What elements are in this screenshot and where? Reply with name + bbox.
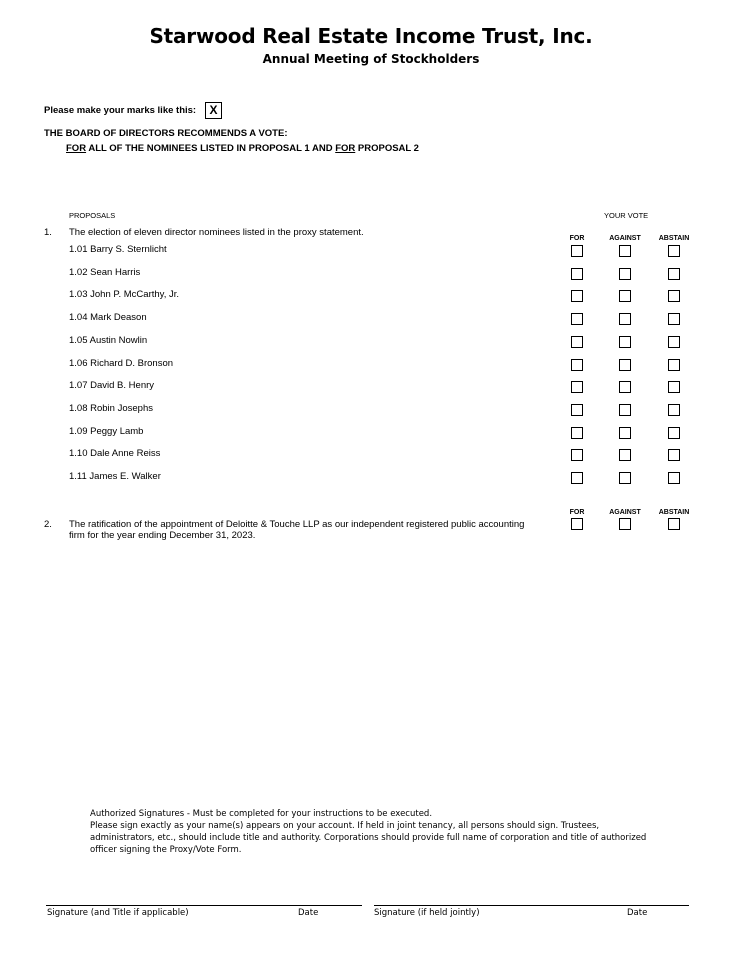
signature-line-1[interactable]	[46, 905, 362, 906]
nominee-abstain-checkbox[interactable]	[668, 381, 680, 393]
nominee-abstain-checkbox[interactable]	[668, 336, 680, 348]
nominee-against-checkbox[interactable]	[619, 359, 631, 371]
nominee-abstain-checkbox[interactable]	[668, 472, 680, 484]
nominee-label: 1.09 Peggy Lamb	[69, 425, 144, 437]
proposal-2-number: 2.	[44, 519, 52, 530]
nominee-abstain-checkbox[interactable]	[668, 404, 680, 416]
date-2-label: Date	[627, 908, 648, 918]
nominee-abstain-checkbox[interactable]	[668, 359, 680, 371]
nominee-label: 1.07 David B. Henry	[69, 380, 155, 392]
nominee-against-checkbox[interactable]	[619, 336, 631, 348]
nominee-label: 1.03 John P. McCarthy, Jr.	[69, 289, 180, 301]
date-1-label: Date	[298, 908, 319, 918]
proposal-2-abstain-checkbox[interactable]	[668, 518, 680, 530]
marks-instruction: Please make your marks like this:	[44, 105, 197, 116]
nominee-for-checkbox[interactable]	[571, 245, 583, 257]
nominee-abstain-checkbox[interactable]	[668, 313, 680, 325]
nominee-for-checkbox[interactable]	[571, 336, 583, 348]
nominee-against-checkbox[interactable]	[619, 404, 631, 416]
nominee-for-checkbox[interactable]	[571, 404, 583, 416]
nominee-for-checkbox[interactable]	[571, 427, 583, 439]
nominee-against-checkbox[interactable]	[619, 268, 631, 280]
nominee-abstain-checkbox[interactable]	[668, 268, 680, 280]
col-for-2: FOR	[569, 509, 585, 516]
col-against-2: AGAINST	[609, 509, 641, 516]
nominee-against-checkbox[interactable]	[619, 472, 631, 484]
signature-2-label: Signature (if held jointly)	[374, 908, 480, 918]
nominee-for-checkbox[interactable]	[571, 313, 583, 325]
nominee-for-checkbox[interactable]	[571, 290, 583, 302]
col-abstain-2: ABSTAIN	[658, 509, 690, 516]
rec-end: PROPOSAL 2	[355, 143, 419, 154]
col-against-1: AGAINST	[609, 235, 641, 242]
proposal-2-text-line1: The ratification of the appointment of Deloitte & Touche LLP as our independent registered public accounting	[69, 519, 525, 530]
nominee-for-checkbox[interactable]	[571, 268, 583, 280]
nominee-against-checkbox[interactable]	[619, 245, 631, 257]
nominee-against-checkbox[interactable]	[619, 381, 631, 393]
mark-example-box: X	[205, 102, 222, 119]
nominee-abstain-checkbox[interactable]	[668, 449, 680, 461]
proposal-2-text-line2: firm for the year ending December 31, 2023.	[69, 530, 256, 541]
form-title: Starwood Real Estate Income Trust, Inc.	[149, 24, 593, 48]
nominee-label: 1.11 James E. Walker	[69, 471, 161, 482]
board-recommendation-heading: THE BOARD OF DIRECTORS RECOMMENDS A VOTE:	[44, 128, 288, 139]
nominee-against-checkbox[interactable]	[619, 290, 631, 302]
rec-for-1: FOR	[66, 143, 87, 154]
proposal-2-for-checkbox[interactable]	[571, 518, 583, 530]
nominee-for-checkbox[interactable]	[571, 449, 583, 461]
proposal-2-against-checkbox[interactable]	[619, 518, 631, 530]
form-subtitle: Annual Meeting of Stockholders	[262, 52, 480, 66]
nominee-label: 1.08 Robin Josephs	[69, 402, 153, 414]
nominee-label: 1.05 Austin Nowlin	[69, 334, 148, 346]
rec-mid: ALL OF THE NOMINEES LISTED IN PROPOSAL 1 AND	[86, 143, 336, 154]
nominee-label: 1.04 Mark Deason	[69, 312, 147, 324]
nominee-label: 1.01 Barry S. Sternlicht	[69, 244, 167, 255]
nominee-abstain-checkbox[interactable]	[668, 427, 680, 439]
proposals-label: PROPOSALS	[69, 211, 116, 220]
nominee-abstain-checkbox[interactable]	[668, 245, 680, 257]
nominee-for-checkbox[interactable]	[571, 359, 583, 371]
nominee-label: 1.06 Richard D. Bronson	[69, 357, 174, 369]
signature-line-2[interactable]	[374, 905, 689, 906]
nominee-for-checkbox[interactable]	[571, 472, 583, 484]
proposal-1-text: The election of eleven director nominees listed in the proxy statement.	[69, 227, 364, 238]
nominee-against-checkbox[interactable]	[619, 313, 631, 325]
your-vote-label: YOUR VOTE	[604, 211, 649, 220]
proposal-1-number: 1.	[44, 227, 52, 238]
legal-line-1: Authorized Signatures - Must be completed for your instructions to be executed.	[90, 809, 433, 819]
nominee-label: 1.02 Sean Harris	[69, 266, 141, 278]
authorized-signatures-note	[90, 808, 660, 856]
signature-1-label: Signature (and Title if applicable)	[47, 908, 189, 918]
nominee-against-checkbox[interactable]	[619, 449, 631, 461]
nominee-for-checkbox[interactable]	[571, 381, 583, 393]
nominee-label: 1.10 Dale Anne Reiss	[69, 448, 161, 460]
legal-line-2: Please sign exactly as your name(s) appears on your account. If held in joint tenancy, all persons should sign. Trustees, administrators, etc., should include title and authority. Corporations should provide full name of corporation and title of authorized officer signing the Proxy/Vote Form.	[90, 821, 647, 855]
board-recommendation-text	[66, 143, 419, 154]
col-for-1: FOR	[569, 235, 585, 242]
nominee-against-checkbox[interactable]	[619, 427, 631, 439]
nominee-abstain-checkbox[interactable]	[668, 290, 680, 302]
col-abstain-1: ABSTAIN	[658, 235, 690, 242]
rec-for-2: FOR	[335, 143, 356, 154]
